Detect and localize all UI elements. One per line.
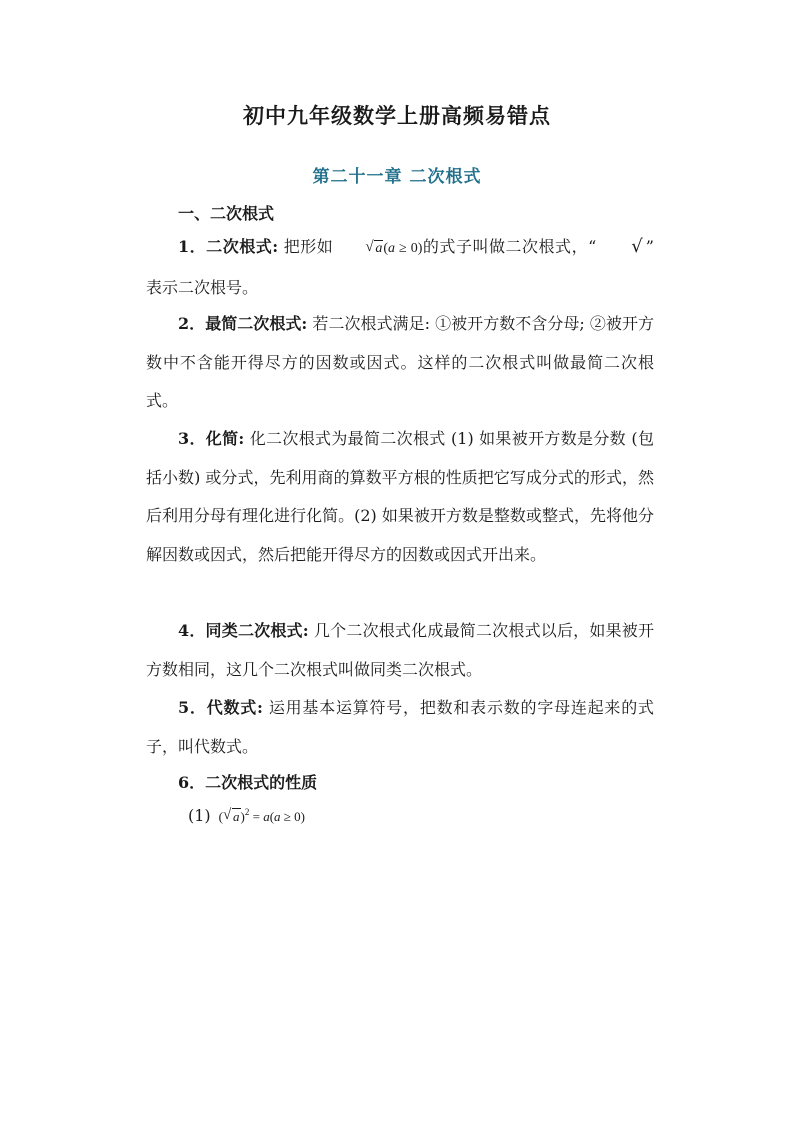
property-1 bbox=[188, 806, 305, 825]
item-term: 代数式: bbox=[206, 698, 263, 717]
definition-item-1 bbox=[146, 227, 654, 307]
item-term: 最简二次根式: bbox=[205, 314, 308, 333]
item-number: 1． bbox=[178, 237, 207, 256]
chapter-heading: 第二十一章 二次根式 bbox=[312, 167, 482, 187]
definition-item-3 bbox=[146, 420, 654, 574]
radical-expression: √ a(a ≥ 0) bbox=[365, 239, 423, 256]
document-title: 初中九年级数学上册高频易错点 bbox=[243, 103, 551, 128]
item-number: 5． bbox=[178, 698, 207, 717]
item-term: 化简: bbox=[205, 429, 245, 448]
item-text: 若二次根式满足: ①被开方数不含分母; ②被开方数中不含能开得尽方的因数或因式。这样的二次根式叫做最简二次根式。 bbox=[146, 314, 654, 410]
item-text-after: 的式子叫做二次根式， bbox=[422, 237, 589, 256]
item-text: 化二次根式为最简二次根式 (1) 如果被开方数是分数 (包括小数) 或分式，先利用商的算数平方根的性质把它写成分式的形式，然后利用分母有理化进行化简。(2) 如果被开方数是整数或整式，先将他分解因数或因式，然后把能开得尽方的因数或因式开出来。 bbox=[146, 429, 654, 564]
item-number: 2． bbox=[178, 314, 206, 333]
definition-item-5 bbox=[146, 689, 654, 766]
property-label: (1) bbox=[188, 806, 211, 825]
item-term: 同类二次根式: bbox=[205, 621, 309, 640]
item-number: 3． bbox=[178, 429, 206, 448]
item-text: 把形如 bbox=[278, 237, 334, 256]
property-formula: ( √ a)$^2$ = a(a ≥ 0) bbox=[218, 807, 306, 824]
item-term: 二次根式: bbox=[206, 237, 279, 256]
definition-item-4 bbox=[146, 612, 654, 689]
property-heading: 6．二次根式的性质 bbox=[178, 773, 318, 792]
item-text: 几个二次根式化成最简二次根式以后，如果被开方数相同，这几个二次根式叫做同类二次根式。 bbox=[146, 621, 654, 679]
item-text-tail: 表示二次根号。 bbox=[146, 277, 259, 297]
item-text: 运用基本运算符号，把数和表示数的字母连起来的式子，叫代数式。 bbox=[146, 698, 654, 756]
item-number: 4． bbox=[178, 621, 206, 640]
definition-item-2 bbox=[146, 305, 654, 421]
radical-quote: “ √ ” bbox=[588, 236, 654, 257]
section-heading: 一、二次根式 bbox=[178, 204, 275, 223]
